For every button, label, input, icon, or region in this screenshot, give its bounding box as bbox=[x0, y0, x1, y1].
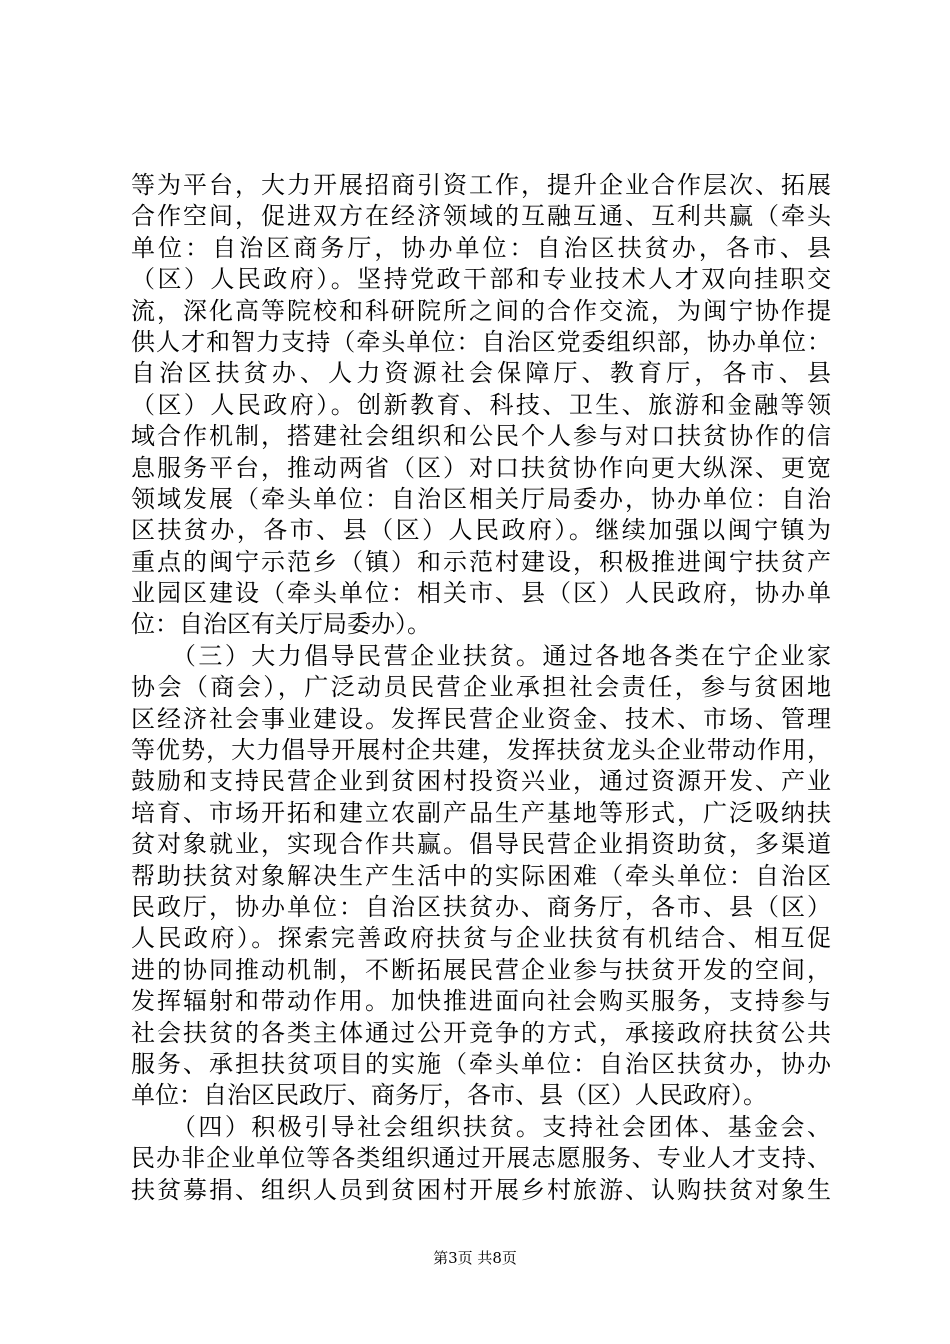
text-line: 单位：自治区商务厅，协办单位：自治区扶贫办，各市、县 bbox=[131, 233, 831, 262]
text-line: 协会（商会），广泛动员民营企业承担社会责任，参与贫困地 bbox=[131, 673, 831, 702]
text-line: 人民政府）。探索完善政府扶贫与企业扶贫有机结合、相互促 bbox=[131, 924, 831, 953]
text-line: 位：自治区有关厅局委办）。 bbox=[131, 610, 431, 639]
text-line: 供人才和智力支持（牵头单位：自治区党委组织部，协办单位： bbox=[131, 327, 831, 356]
text-line: 息服务平台，推动两省（区）对口扶贫协作向更大纵深、更宽 bbox=[131, 453, 831, 482]
text-line: 自治区扶贫办、人力资源社会保障厅、教育厅，各市、县 bbox=[131, 359, 831, 388]
text-line: 进的协同推动机制，不断拓展民营企业参与扶贫开发的空间， bbox=[131, 955, 831, 984]
text-line: 帮助扶贫对象解决生产生活中的实际困难（牵头单位：自治区 bbox=[131, 861, 831, 890]
text-line: 领域发展（牵头单位：自治区相关厅局委办，协办单位：自治 bbox=[131, 484, 831, 513]
text-line: 等优势，大力倡导开展村企共建，发挥扶贫龙头企业带动作用， bbox=[131, 736, 831, 765]
text-line: 民政厅，协办单位：自治区扶贫办、商务厅，各市、县（区） bbox=[131, 892, 831, 921]
text-line: 合作空间，促进双方在经济领域的互融互通、互利共赢（牵头 bbox=[131, 202, 831, 231]
section-heading-line: （四）积极引导社会组织扶贫。支持社会团体、基金会、 bbox=[131, 1112, 831, 1141]
text-line: 发挥辐射和带动作用。加快推进面向社会购买服务，支持参与 bbox=[131, 987, 831, 1016]
text-line: 单位：自治区民政厅、商务厅，各市、县（区）人民政府）。 bbox=[131, 1081, 767, 1110]
text-line: （区）人民政府）。坚持党政干部和专业技术人才双向挂职交 bbox=[131, 265, 831, 294]
text-line: 民办非企业单位等各类组织通过开展志愿服务、专业人才支持、 bbox=[131, 1144, 831, 1173]
text-line: 区扶贫办，各市、县（区）人民政府）。继续加强以闽宁镇为 bbox=[131, 516, 831, 545]
text-line: 扶贫募捐、组织人员到贫困村开展乡村旅游、认购扶贫对象生 bbox=[131, 1175, 831, 1204]
text-line: 服务、承担扶贫项目的实施（牵头单位：自治区扶贫办，协办 bbox=[131, 1049, 831, 1078]
text-line: 等为平台，大力开展招商引资工作，提升企业合作层次、拓展 bbox=[131, 171, 831, 199]
text-line: （区）人民政府）。创新教育、科技、卫生、旅游和金融等领 bbox=[131, 390, 831, 419]
section-heading-line: （三）大力倡导民营企业扶贫。通过各地各类在宁企业家 bbox=[131, 641, 831, 670]
text-line: 业园区建设（牵头单位：相关市、县（区）人民政府，协办单 bbox=[131, 579, 831, 608]
text-line: 域合作机制，搭建社会组织和公民个人参与对口扶贫协作的信 bbox=[131, 422, 831, 451]
text-line: 区经济社会事业建设。发挥民营企业资金、技术、市场、管理 bbox=[131, 704, 831, 733]
page-number-footer: 第3页 共8页 bbox=[433, 1249, 517, 1267]
text-line: 培育、市场开拓和建立农副产品生产基地等形式，广泛吸纳扶 bbox=[131, 798, 831, 827]
text-line: 重点的闽宁示范乡（镇）和示范村建设，积极推进闽宁扶贫产 bbox=[131, 547, 831, 576]
body-text bbox=[131, 170, 831, 1206]
text-line: 鼓励和支持民营企业到贫困村投资兴业，通过资源开发、产业 bbox=[131, 767, 831, 796]
text-line: 流，深化高等院校和科研院所之间的合作交流，为闽宁协作提 bbox=[131, 296, 831, 325]
text-line: 贫对象就业，实现合作共赢。倡导民营企业捐资助贫，多渠道 bbox=[131, 830, 831, 859]
text-line: 社会扶贫的各类主体通过公开竞争的方式，承接政府扶贫公共 bbox=[131, 1018, 831, 1047]
